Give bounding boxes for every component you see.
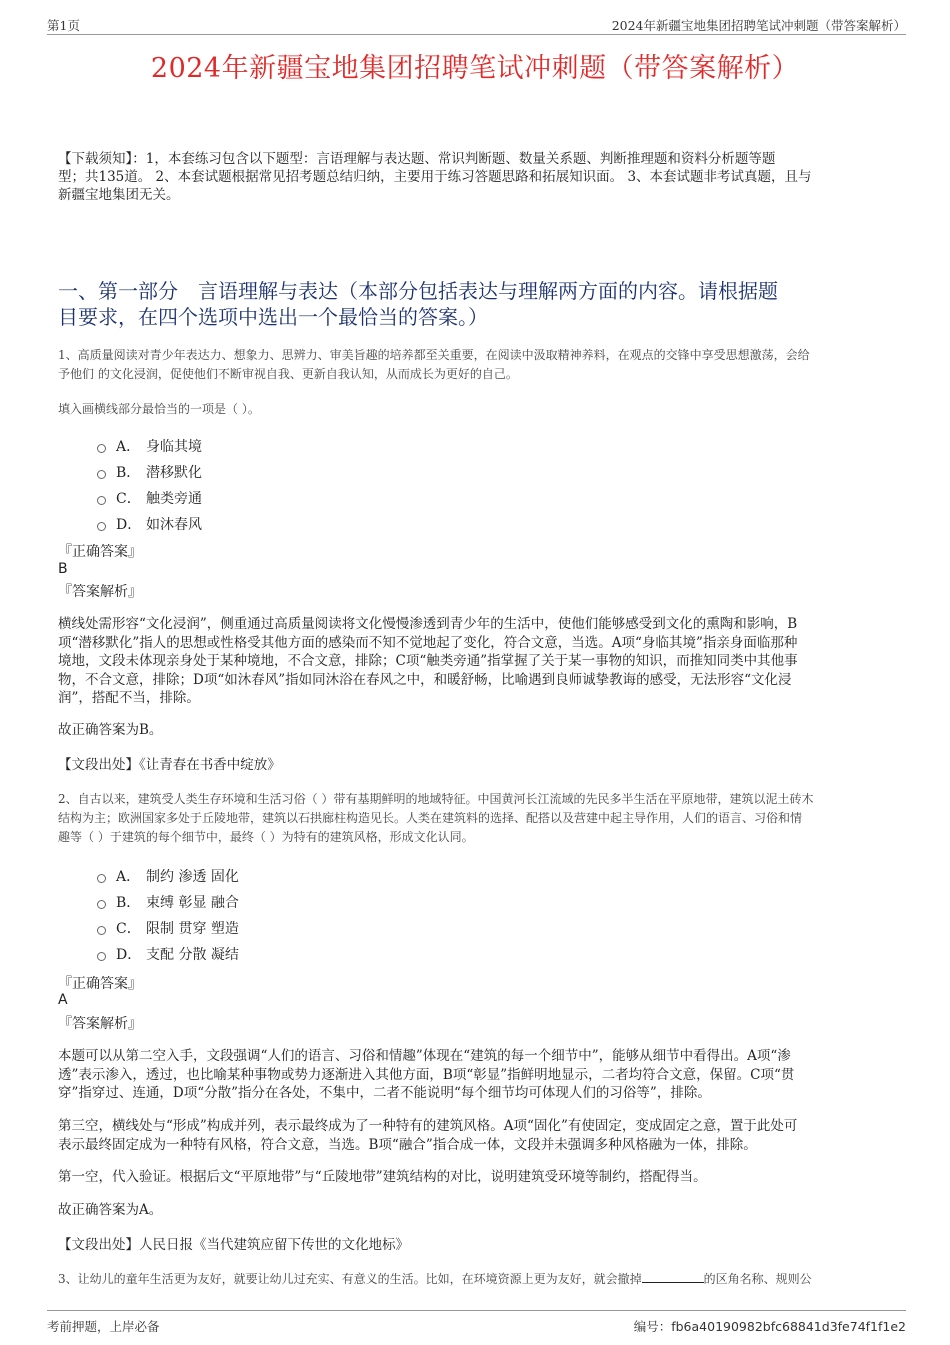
radio-icon[interactable] <box>97 444 106 453</box>
radio-icon[interactable] <box>97 952 106 961</box>
explanation-line: 横线处需形容“文化浸润”，侧重通过高质量阅读将文化慢慢渗透到青少年的生活中，使他们能够感受到文化的熏陶和影响，B <box>58 616 798 632</box>
explanation-line: 项“潜移默化”指人的思想或性格受其他方面的感染而不知不觉地起了变化，符合文意，当选。A项“身临其境”指亲身面临那种 <box>58 634 798 651</box>
question-1-analysis-label: 『答案解析』 <box>58 584 142 600</box>
explanation-line: 境地，文段未体现亲身处于某种境地，不合文意，排除；C项“触类旁通”指掌握了关于某一事物的知识，而推知同类中其他事 <box>58 653 798 669</box>
explanation-line: 本题可以从第二空入手，文段强调“人们的语言、习俗和情趣”体现在“建筑的每一个细节中”，能够从细节中看得出。A项“渗 <box>58 1048 791 1064</box>
radio-icon[interactable] <box>97 926 106 935</box>
question-2-stem <box>58 790 903 847</box>
question-2-stem-line: 趣等（ ）于建筑的每个细节中，最终（ ）为特有的建筑风格，形成文化认同。 <box>58 830 474 844</box>
question-2-answer: A <box>58 992 68 1008</box>
question-2-options <box>97 863 239 967</box>
question-2-option-a[interactable]: A． 制约 渗透 固化 <box>97 863 239 889</box>
question-1-option-a[interactable]: A． 身临其境 <box>97 433 202 459</box>
question-1-stem-line-1: 1、高质量阅读对青少年表达力、想象力、思辨力、审美旨趣的培养都至关重要，在阅读中汲取精神养料，在观点的交锋中享受思想激荡，会给 <box>58 348 810 362</box>
question-2-stem-line: 2、自古以来，建筑受人类生存环境和生活习俗（ ）带有基期鲜明的地域特征。中国黄河长江流域的先民多半生活在平原地带，建筑以泥土砖木 <box>58 792 814 806</box>
notice-line-2: 型；共135道。 2、本套试题根据常见招考题总结归纳，主要用于练习答题思路和拓展知识面。 3、本套试题非考试真题，且与 <box>58 169 812 185</box>
question-1-options <box>97 433 202 537</box>
notice-label: 【下载须知】 <box>58 151 133 167</box>
page-number: 第1页 <box>47 18 80 33</box>
question-1-stem-line-2: 予他们 的文化浸润，促使他们不断审视自我、更新自我认知，从而成长为更好的自己。 <box>58 367 518 381</box>
download-notice <box>58 150 898 204</box>
radio-icon[interactable] <box>97 496 106 505</box>
explanation-line: 透”表示渗入，透过，也比喻某种事物或势力逐渐进入其他方面，B项“彰显”指鲜明地显示，二者均符合文意，保留。C项“贯 <box>58 1066 795 1083</box>
question-1-answer: B <box>58 561 68 577</box>
document-title: 2024年新疆宝地集团招聘笔试冲刺题（带答案解析） <box>150 53 800 84</box>
page-header <box>47 14 906 35</box>
question-2-explanation-1 <box>58 1047 893 1103</box>
radio-icon[interactable] <box>97 522 106 531</box>
radio-icon[interactable] <box>97 874 106 883</box>
footer-code-label: 编号： <box>633 1319 672 1334</box>
explanation-line: 润”，搭配不当，排除。 <box>58 690 200 706</box>
question-2-analysis-label: 『答案解析』 <box>58 1016 142 1032</box>
question-2-option-b[interactable]: B． 束缚 彰显 融合 <box>97 889 239 915</box>
header-doc-title: 2024年新疆宝地集团招聘笔试冲刺题（带答案解析） <box>611 18 906 33</box>
question-1-correct-label: 『正确答案』 <box>58 544 142 560</box>
footer-code <box>634 1317 906 1335</box>
question-2-stem-line: 结构为主；欧洲国家多处于丘陵地带，建筑以石拱廊柱构造见长。人类在建筑料的选择、配搭以及营建中起主导作用，人们的语言、习俗和情 <box>58 811 803 825</box>
notice-line-1: ：1，本套练习包含以下题型：言语理解与表达题、常识判断题、数量关系题、判断推理题和资料分析题等题 <box>132 151 776 167</box>
question-1-explanation <box>58 615 893 708</box>
question-2-source: 【文段出处】人民日报《当代建筑应留下传世的文化地标》 <box>58 1237 409 1253</box>
section-heading-line-1: 一、第一部分 言语理解与表达（本部分包括表达与理解两方面的内容。请根据题 <box>58 279 778 303</box>
question-2-explanation-2 <box>58 1117 893 1154</box>
page-footer <box>47 1310 906 1335</box>
question-1-source: 【文段出处】《让青春在书香中绽放》 <box>58 757 281 773</box>
footer-slogan: 考前押题，上岸必备 <box>47 1319 160 1334</box>
question-3-stem-part-a: 3、让幼儿的童年生活更为友好，就要让幼儿过充实、有意义的生活。比如，在环境资源上更为友好，就会撤掉 <box>58 1272 642 1286</box>
explanation-line: 表示最终固定成为一种特有风格，符合文意，当选。B项“融合”指合成一体，文段并未强调多种风格融为一体，排除。 <box>58 1136 757 1153</box>
question-1-conclusion: 故正确答案为B。 <box>58 722 163 738</box>
radio-icon[interactable] <box>97 900 106 909</box>
section-heading-line-2: 目要求，在四个选项中选出一个最恰当的答案。） <box>58 305 488 329</box>
question-1-ask: 填入画横线部分最恰当的一项是（ ）。 <box>58 402 260 416</box>
question-2-correct-label: 『正确答案』 <box>58 976 142 992</box>
question-3-stem <box>58 1270 903 1289</box>
explanation-line: 物，不合文意，排除；D项“如沐春风”指如同沐浴在春风之中，和暖舒畅，比喻遇到良师诚挚教诲的感受，无法形容“文化浸 <box>58 671 792 688</box>
question-3-stem-part-b: 的区角名称、规则公 <box>703 1272 812 1286</box>
question-1-stem <box>58 346 903 384</box>
question-1-option-c[interactable]: C． 触类旁通 <box>97 485 202 511</box>
fill-blank <box>642 1270 704 1283</box>
question-2-option-d[interactable]: D． 支配 分散 凝结 <box>97 941 239 967</box>
question-1-option-b[interactable]: B． 潜移默化 <box>97 459 202 485</box>
explanation-line: 第三空，横线处与“形成”构成并列，表示最终成为了一种特有的建筑风格。A项“固化”有使固定，变成固定之意，置于此处可 <box>58 1118 798 1134</box>
question-2-option-c[interactable]: C． 限制 贯穿 塑造 <box>97 915 239 941</box>
question-2-explanation-3: 第一空，代入验证。根据后文“平原地带”与“丘陵地带”建筑结构的对比，说明建筑受环境等制约，搭配得当。 <box>58 1169 707 1185</box>
question-2-conclusion: 故正确答案为A。 <box>58 1202 163 1218</box>
radio-icon[interactable] <box>97 470 106 479</box>
question-1-option-d[interactable]: D． 如沐春风 <box>97 511 202 537</box>
explanation-line: 穿”指穿过、连通，D项“分散”指分在各处，不集中，二者不能说明“每个细节均可体现人们的习俗等”，排除。 <box>58 1085 711 1101</box>
section-heading <box>58 278 898 330</box>
notice-line-3: 新疆宝地集团无关。 <box>58 187 180 203</box>
footer-code-value: fb6a40190982bfc68841d3fe74f1f1e2 <box>671 1319 906 1334</box>
